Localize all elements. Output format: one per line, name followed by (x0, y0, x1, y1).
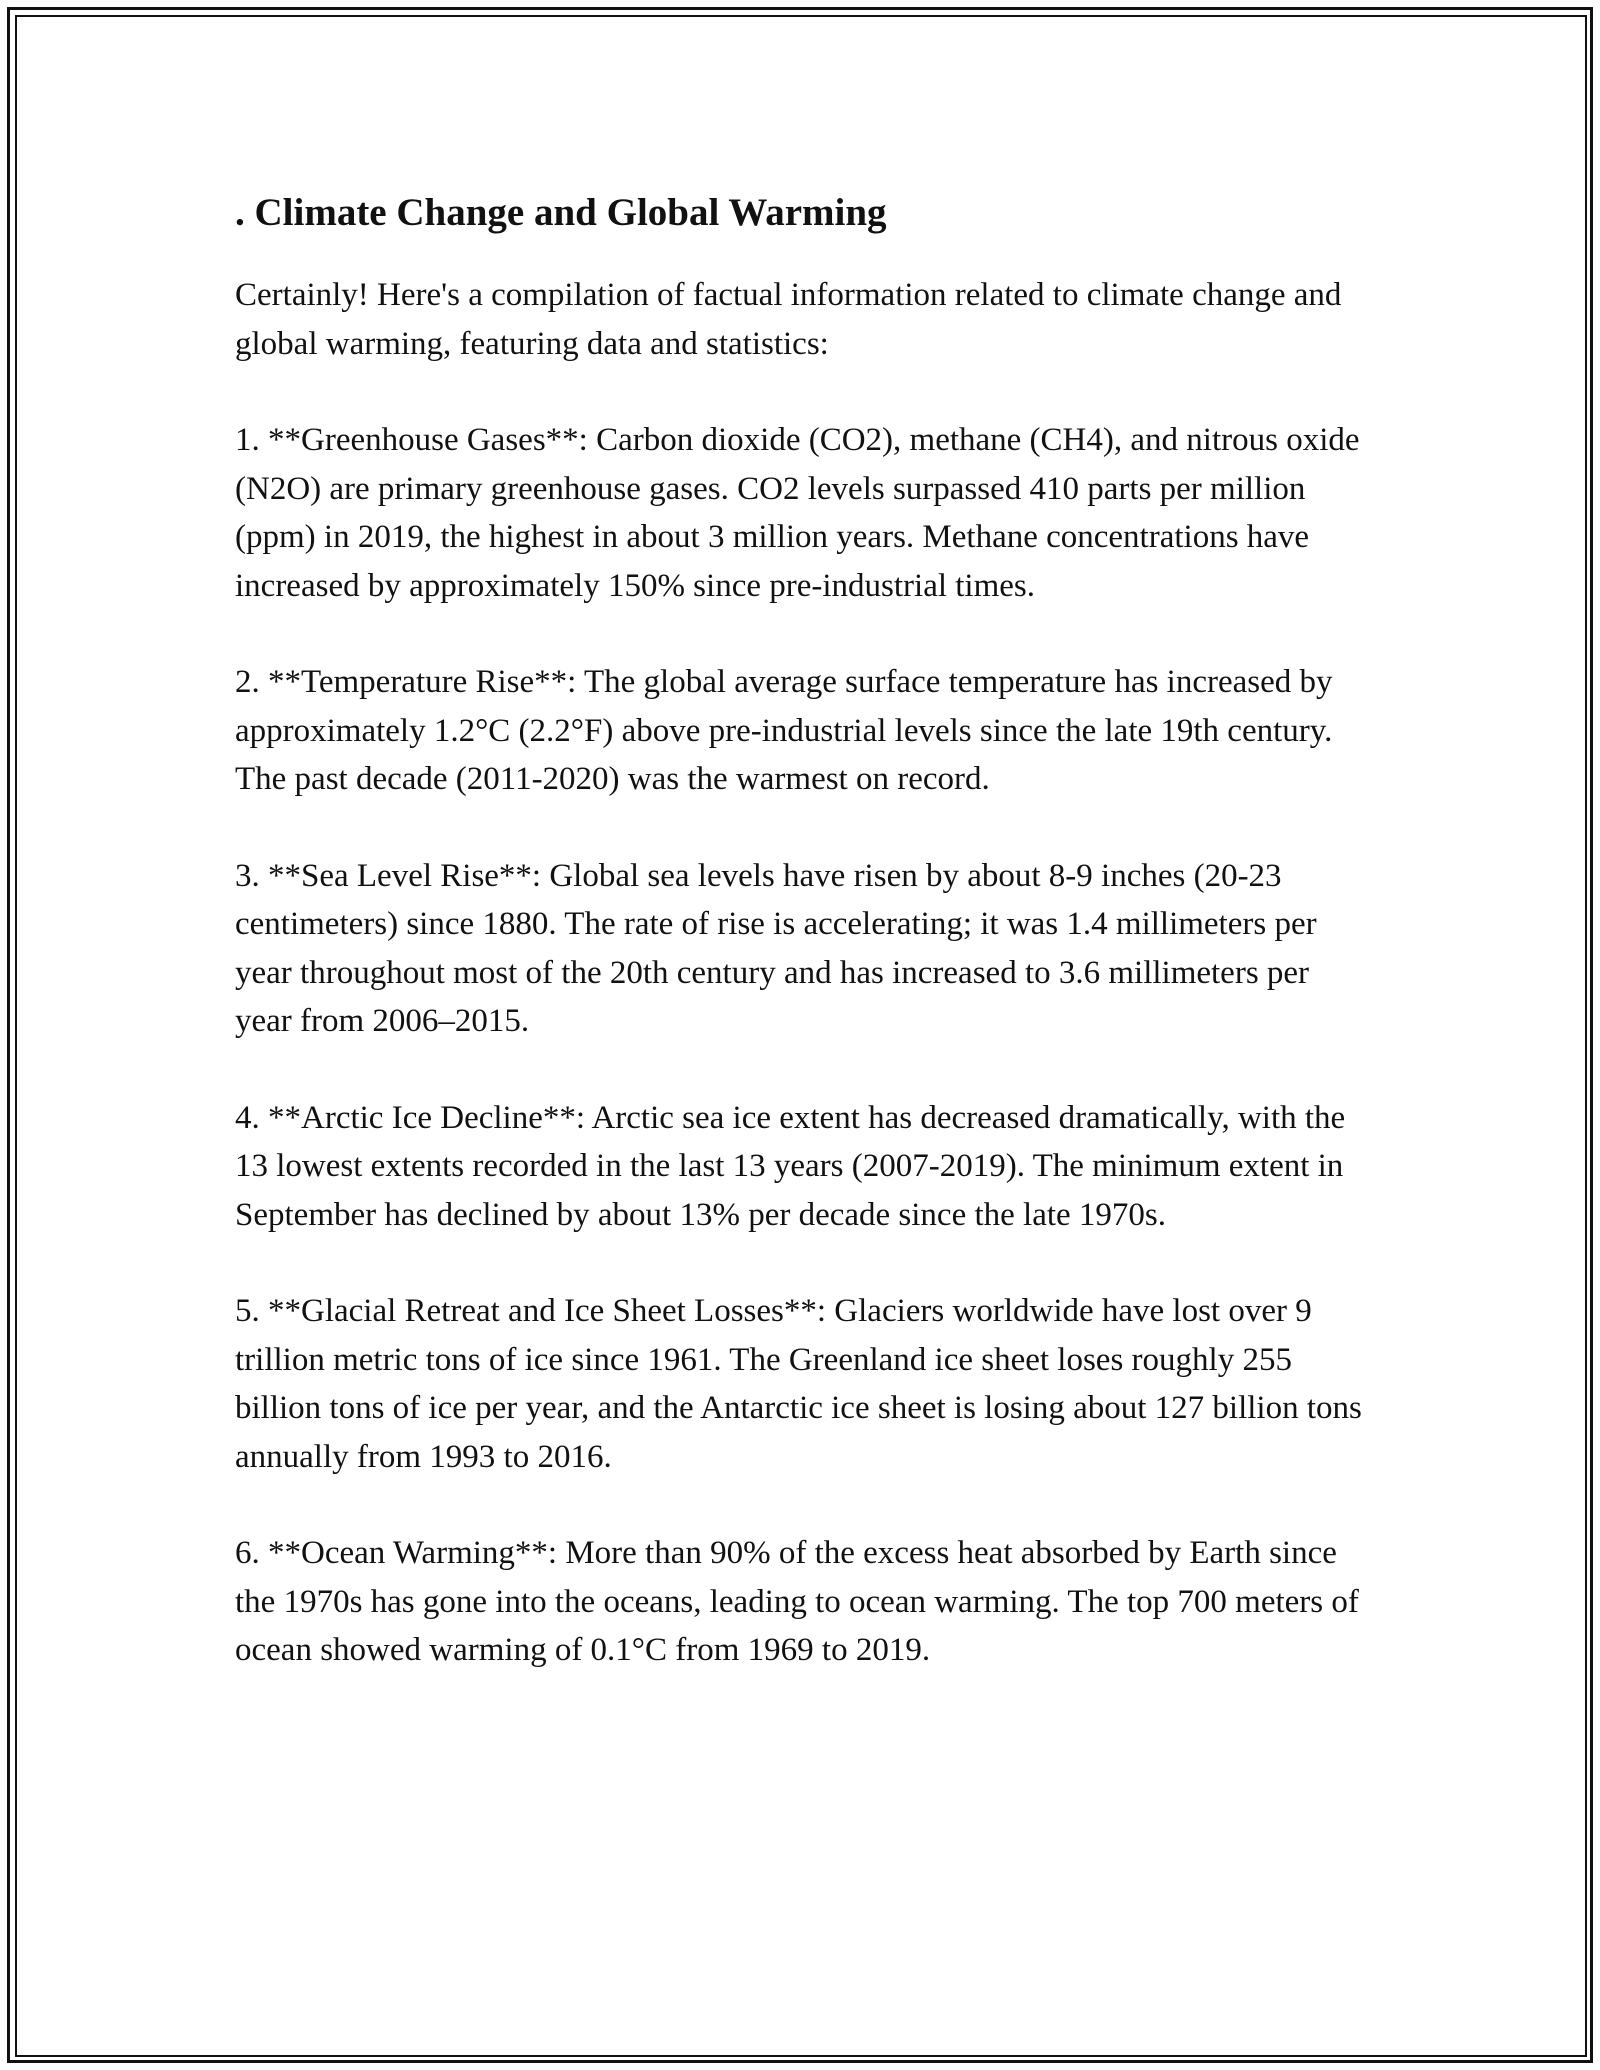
list-item-arctic-ice-decline: 4. **Arctic Ice Decline**: Arctic sea ice extent has decreased dramatically, with the 13 lowest extents recorded in the last 13 years (2007-2019). The minimum extent in September has declined by about 13% per decade since the late 1970s. (235, 1099, 1346, 1233)
list-item-greenhouse-gases: 1. **Greenhouse Gases**: Carbon dioxide (CO2), methane (CH4), and nitrous oxide (N2O) are primary greenhouse gases. CO2 levels surpassed 410 parts per million (ppm) in 2019, the highest in about 3 million years. Methane concentrations have increased by approximately 150% since pre-industrial times. (235, 422, 1360, 604)
intro-paragraph: Certainly! Here's a compilation of factual information related to climate change and global warming, featuring data and statistics: (235, 277, 1342, 362)
document-body (235, 185, 1365, 1723)
list-item-ocean-warming: 6. **Ocean Warming**: More than 90% of the excess heat absorbed by Earth since the 1970s has gone into the oceans, leading to ocean warming. The top 700 meters of ocean showed warming of 0.1°C from 1969 to 2019. (235, 1535, 1359, 1668)
document-title: . Climate Change and Global Warming (235, 191, 887, 234)
list-item-sea-level-rise: 3. **Sea Level Rise**: Global sea levels have risen by about 8-9 inches (20-23 centimeters) since 1880. The rate of rise is accelerating; it was 1.4 millimeters per year throughout most of the 20th century and has increased to 3.6 millimeters per year from 2006–2015. (235, 857, 1317, 1039)
list-item-temperature-rise: 2. **Temperature Rise**: The global average surface temperature has increased by approximately 1.2°C (2.2°F) above pre-industrial levels since the late 19th century. The past decade (2011-2020) was the warmest on record. (235, 664, 1333, 797)
list-item-glacial-retreat: 5. **Glacial Retreat and Ice Sheet Losses**: Glaciers worldwide have lost over 9 trillion metric tons of ice since 1961. The Greenland ice sheet loses roughly 255 billion tons of ice per year, and the Antarctic ice sheet is losing about 127 billion tons annually from 1993 to 2016. (235, 1293, 1362, 1475)
